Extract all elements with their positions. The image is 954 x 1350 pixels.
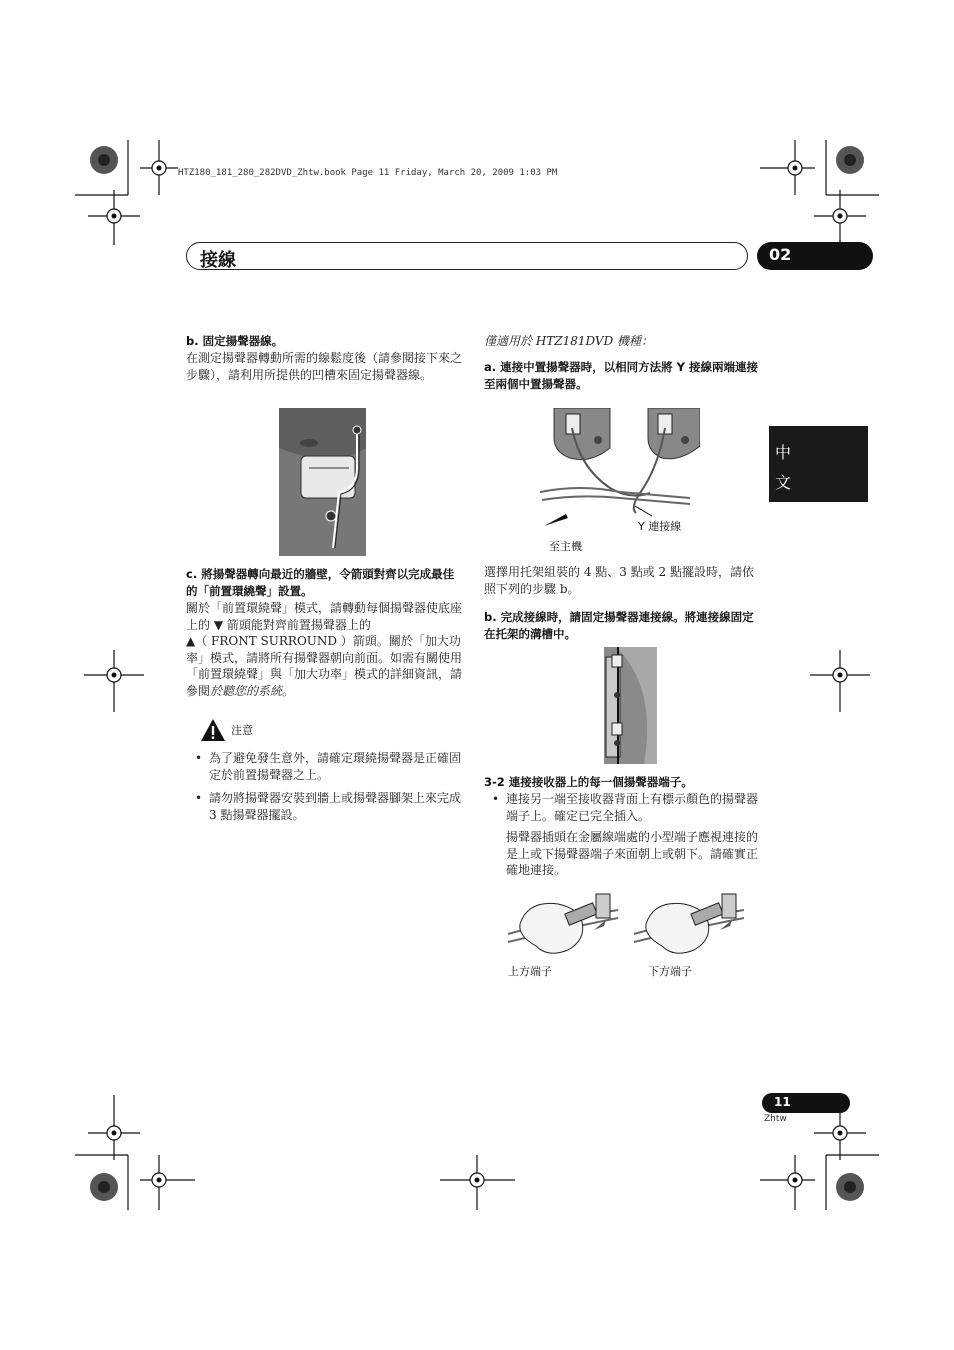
lang-char-1: 中 — [775, 443, 792, 462]
book-info-line: HTZ180_181_280_282DVD_Zhtw.book Page 11 Friday, March 20, 2009 1:03 PM — [178, 168, 558, 178]
step-a-heading: a. 連接中置揚聲器時，以相同方法將 Y 接線兩端連接至兩個中置揚聲器。 — [484, 359, 758, 391]
page-title: 接線 — [200, 250, 236, 271]
step-c-heading: c. 將揚聲器轉向最近的牆壁，令箭頭對齊以完成最佳的「前置環繞聲」設置。 — [186, 567, 455, 598]
upper-terminal-label: 上方端子 — [508, 965, 552, 978]
speaker-cable-figure — [279, 408, 366, 556]
right-column — [484, 333, 762, 393]
upper-terminal-figure — [508, 890, 618, 960]
system-reference: 於聽您的系統 — [210, 683, 283, 698]
language-code: Zhtw — [764, 1114, 787, 1124]
caution-heading — [200, 718, 253, 742]
lang-char-2: 文 — [775, 473, 792, 492]
step-3-2-body: 揚聲器插頭在金屬線端處的小型端子應視連接的是上或下揚聲器端子來面朝上或朝下。請確實正確地連接。 — [506, 830, 759, 877]
caution-item: • 為了避免發生意外，請確定環繞揚聲器是正確固定於前置揚聲器之上。 — [195, 750, 463, 783]
step-3-2-bullet: • 連接另一端至接收器背面上有標示顏色的揚聲器端子上。確定已完全插入。 — [492, 791, 762, 824]
caution-item: • 請勿將揚聲器安裝到牆上或揚聲器腳架上來完成 3 點揚聲器擺設。 — [195, 790, 463, 823]
language-tab — [769, 426, 868, 502]
y-cable-label: Y 連接線 — [638, 520, 682, 533]
lower-terminal-figure — [634, 890, 744, 960]
step-b-body: 在測定揚聲器轉動所需的線鬆度後（請參閱接下來之步驟），請利用所提供的凹槽來固定揚聲器線。 — [186, 351, 463, 382]
bracket-groove-figure — [604, 647, 657, 764]
bracket-note-text: 選擇用托架組裝的 4 點、3 點或 2 點擺設時，請依照下列的步驟 b。 — [484, 565, 754, 596]
step-3-2-heading: 3-2 連接接收器上的每一個揚聲器端子。 — [484, 775, 693, 789]
chapter-badge: 02 — [757, 242, 873, 270]
step-b2-heading: b. 完成接線時，請固定揚聲器連接線。將連接線固定在托架的溝槽中。 — [484, 610, 754, 641]
caution-list — [195, 750, 463, 823]
to-main-unit-label: 至主機 — [549, 540, 582, 553]
step-b-heading: b. 固定揚聲器線。 — [186, 334, 284, 348]
step-c-body-1: 關於「前置環繞聲」模式，請轉動每個揚聲器使底座上的 ▼ 箭頭能對齊前置揚聲器上的 — [186, 601, 463, 632]
lower-terminal-label: 下方端子 — [648, 965, 692, 978]
step-c-body-2 — [186, 633, 464, 699]
page-number: 11 — [762, 1093, 850, 1113]
header-bar — [186, 242, 748, 270]
left-column — [186, 333, 464, 383]
step-c-body-end: 。 — [282, 683, 295, 698]
step-c-block — [186, 566, 464, 699]
caution-label: 注意 — [231, 724, 254, 737]
step-c-body-2-text: ▲（ FRONT SURROUND ）箭頭。關於「加大功率」模式，請將所有揚聲器朝向前面。如需有關使用「前置環繞聲」與「加大功率」模式的詳細資訊，請參閱 — [186, 634, 463, 698]
step-3-2 — [484, 774, 762, 879]
bracket-note — [484, 564, 762, 643]
model-note: 僅適用於 HTZ181DVD 機種： — [484, 334, 654, 348]
warning-icon — [200, 718, 226, 742]
